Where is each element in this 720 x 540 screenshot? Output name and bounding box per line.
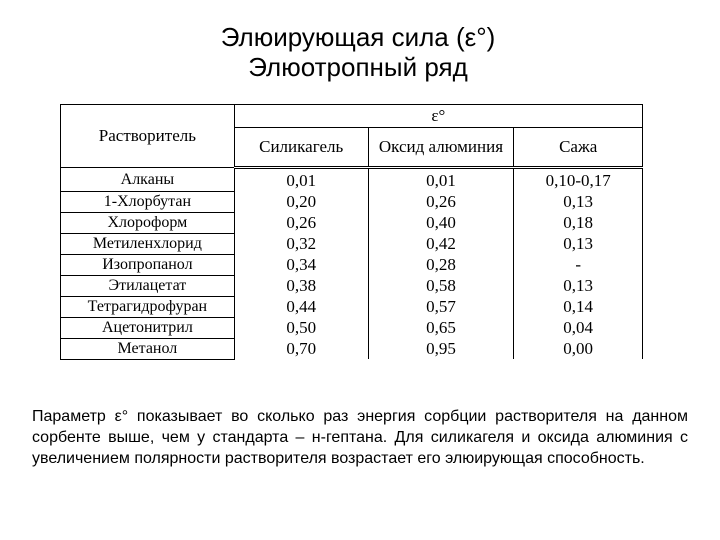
table-row: [61, 168, 643, 192]
table-body: [61, 168, 643, 360]
alumina-value: 0,95: [368, 338, 514, 359]
solvent-cell: Тетрагидрофуран: [61, 296, 235, 317]
alumina-value: 0,01: [368, 168, 514, 192]
solvent-cell: Метиленхлорид: [61, 233, 235, 254]
table-row: [61, 338, 643, 359]
title-line-2: Элюотропный ряд: [248, 52, 468, 82]
table-row: [61, 233, 643, 254]
silica-value: 0,38: [234, 275, 368, 296]
solvent-cell: Изопропанол: [61, 254, 235, 275]
silica-value: 0,50: [234, 317, 368, 338]
silica-value: 0,01: [234, 168, 368, 192]
solvent-cell: Этилацетат: [61, 275, 235, 296]
header-carbon: Сажа: [514, 128, 643, 168]
alumina-value: 0,42: [368, 233, 514, 254]
carbon-value: 0,13: [514, 233, 643, 254]
silica-value: 0,44: [234, 296, 368, 317]
alumina-value: 0,58: [368, 275, 514, 296]
title-line-1: Элюирующая сила (ε°): [220, 22, 496, 52]
description-paragraph: Параметр ε° показывает во сколько раз энергия сорбции растворителя на данном сорбенте выше, чем у стандарта – н-гептана. Для силикагеля и оксида алюминия с увеличением полярности растворителя возрастает его элюирующая способность.: [32, 408, 688, 467]
solvent-cell: Метанол: [61, 338, 235, 359]
carbon-value: -: [514, 254, 643, 275]
table-row: [61, 296, 643, 317]
table-row: [61, 191, 643, 212]
solvent-cell: 1-Хлорбутан: [61, 191, 235, 212]
carbon-value: 0,10-0,17: [514, 168, 643, 192]
table-row: [61, 275, 643, 296]
table-row: [61, 317, 643, 338]
silica-value: 0,34: [234, 254, 368, 275]
carbon-value: 0,13: [514, 191, 643, 212]
solvent-cell: Хлороформ: [61, 212, 235, 233]
alumina-value: 0,57: [368, 296, 514, 317]
alumina-value: 0,40: [368, 212, 514, 233]
silica-value: 0,26: [234, 212, 368, 233]
carbon-value: 0,00: [514, 338, 643, 359]
solvent-cell: Ацетонитрил: [61, 317, 235, 338]
alumina-value: 0,28: [368, 254, 514, 275]
silica-value: 0,32: [234, 233, 368, 254]
carbon-value: 0,18: [514, 212, 643, 233]
alumina-value: 0,65: [368, 317, 514, 338]
carbon-value: 0,14: [514, 296, 643, 317]
header-epsilon: ε°: [234, 105, 642, 128]
header-silica: Силикагель: [234, 128, 368, 168]
slide-title: [0, 22, 720, 82]
header-solvent: Растворитель: [61, 105, 235, 168]
table-row: [61, 212, 643, 233]
eluotropic-table: [60, 104, 643, 360]
carbon-value: 0,04: [514, 317, 643, 338]
silica-value: 0,70: [234, 338, 368, 359]
silica-value: 0,20: [234, 191, 368, 212]
carbon-value: 0,13: [514, 275, 643, 296]
solvent-cell: Алканы: [61, 168, 235, 192]
alumina-value: 0,26: [368, 191, 514, 212]
table-row: [61, 254, 643, 275]
header-alumina: Оксид алюминия: [368, 128, 514, 168]
